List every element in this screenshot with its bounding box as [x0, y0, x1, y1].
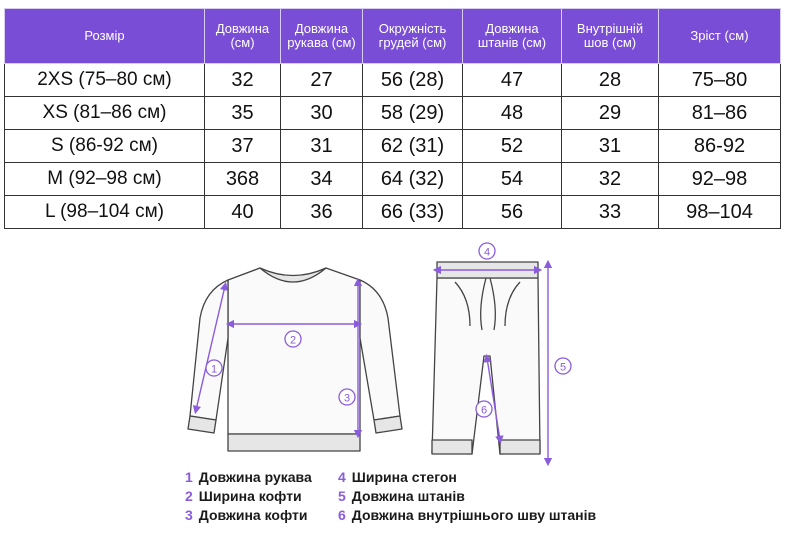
cell-sleeve: 27 [281, 64, 363, 97]
header-height: Зріст (см) [659, 9, 781, 64]
cell-inseam: 33 [562, 196, 659, 229]
table-row [5, 97, 781, 130]
legend-number: 5 [338, 488, 346, 504]
table-row [5, 163, 781, 196]
cell-sleeve: 36 [281, 196, 363, 229]
table-header-row [5, 9, 781, 64]
garment-measurement-diagram [0, 238, 785, 468]
cell-size: XS (81–86 см) [5, 97, 205, 130]
legend-number: 2 [185, 488, 193, 504]
cell-size: 2XS (75–80 см) [5, 64, 205, 97]
cell-inseam: 31 [562, 130, 659, 163]
table-row [5, 64, 781, 97]
header-pants-length: Довжина штанів (см) [463, 9, 562, 64]
marker-1 [206, 360, 222, 376]
header-size: Розмір [5, 9, 205, 64]
legend-item [338, 488, 465, 504]
svg-text:2: 2 [289, 334, 297, 347]
cell-chest: 56 (28) [363, 64, 463, 97]
table-row [5, 130, 781, 163]
svg-text:6: 6 [480, 404, 488, 417]
cell-pants-length: 54 [463, 163, 562, 196]
legend-label: Довжина кофти [198, 507, 308, 523]
cell-height: 92–98 [659, 163, 781, 196]
cell-height: 81–86 [659, 97, 781, 130]
cell-height: 75–80 [659, 64, 781, 97]
cell-length: 35 [205, 97, 281, 130]
cell-sleeve: 34 [281, 163, 363, 196]
cell-size: S (86-92 см) [5, 130, 205, 163]
legend-item [185, 488, 302, 504]
legend-label: Ширина кофти [198, 488, 302, 504]
cell-chest: 64 (32) [363, 163, 463, 196]
cell-pants-length: 48 [463, 97, 562, 130]
legend-number: 4 [338, 469, 346, 485]
size-chart-table [4, 8, 781, 229]
cell-inseam: 28 [562, 64, 659, 97]
svg-text:4: 4 [483, 246, 491, 259]
marker-2 [285, 331, 301, 347]
legend-item [338, 469, 457, 485]
cell-pants-length: 52 [463, 130, 562, 163]
header-sleeve-length: Довжина рукава (см) [281, 9, 363, 64]
legend-label: Довжина внутрішнього шву штанів [351, 507, 597, 523]
cell-sleeve: 31 [281, 130, 363, 163]
cell-inseam: 29 [562, 97, 659, 130]
legend-item [185, 507, 307, 523]
svg-text:5: 5 [559, 361, 567, 374]
cell-sleeve: 30 [281, 97, 363, 130]
legend-number: 1 [185, 469, 193, 485]
cell-length: 368 [205, 163, 281, 196]
cell-height: 86-92 [659, 130, 781, 163]
legend-item [338, 507, 596, 523]
marker-6 [476, 401, 492, 417]
pants-drawing [432, 262, 540, 454]
legend-item [185, 469, 312, 485]
legend-number: 6 [338, 507, 346, 523]
cell-pants-length: 47 [463, 64, 562, 97]
legend-label: Ширина стегон [351, 469, 457, 485]
cell-length: 32 [205, 64, 281, 97]
cell-chest: 62 (31) [363, 130, 463, 163]
sweatshirt-drawing [188, 268, 402, 451]
cell-size: M (92–98 см) [5, 163, 205, 196]
svg-text:3: 3 [343, 392, 351, 405]
header-chest: Окружність грудей (см) [363, 9, 463, 64]
marker-4 [479, 243, 495, 259]
cell-size: L (98–104 см) [5, 196, 205, 229]
cell-height: 98–104 [659, 196, 781, 229]
cell-length: 40 [205, 196, 281, 229]
header-length: Довжина (см) [205, 9, 281, 64]
cell-pants-length: 56 [463, 196, 562, 229]
legend-label: Довжина штанів [351, 488, 465, 504]
cell-length: 37 [205, 130, 281, 163]
cell-inseam: 32 [562, 163, 659, 196]
cell-chest: 66 (33) [363, 196, 463, 229]
cell-chest: 58 (29) [363, 97, 463, 130]
marker-5 [555, 358, 571, 374]
marker-3 [339, 389, 355, 405]
legend-label: Довжина рукава [198, 469, 312, 485]
measurement-legend [185, 469, 685, 529]
table-row [5, 196, 781, 229]
header-inseam: Внутрішній шов (см) [562, 9, 659, 64]
legend-number: 3 [185, 507, 193, 523]
svg-text:1: 1 [210, 363, 218, 376]
